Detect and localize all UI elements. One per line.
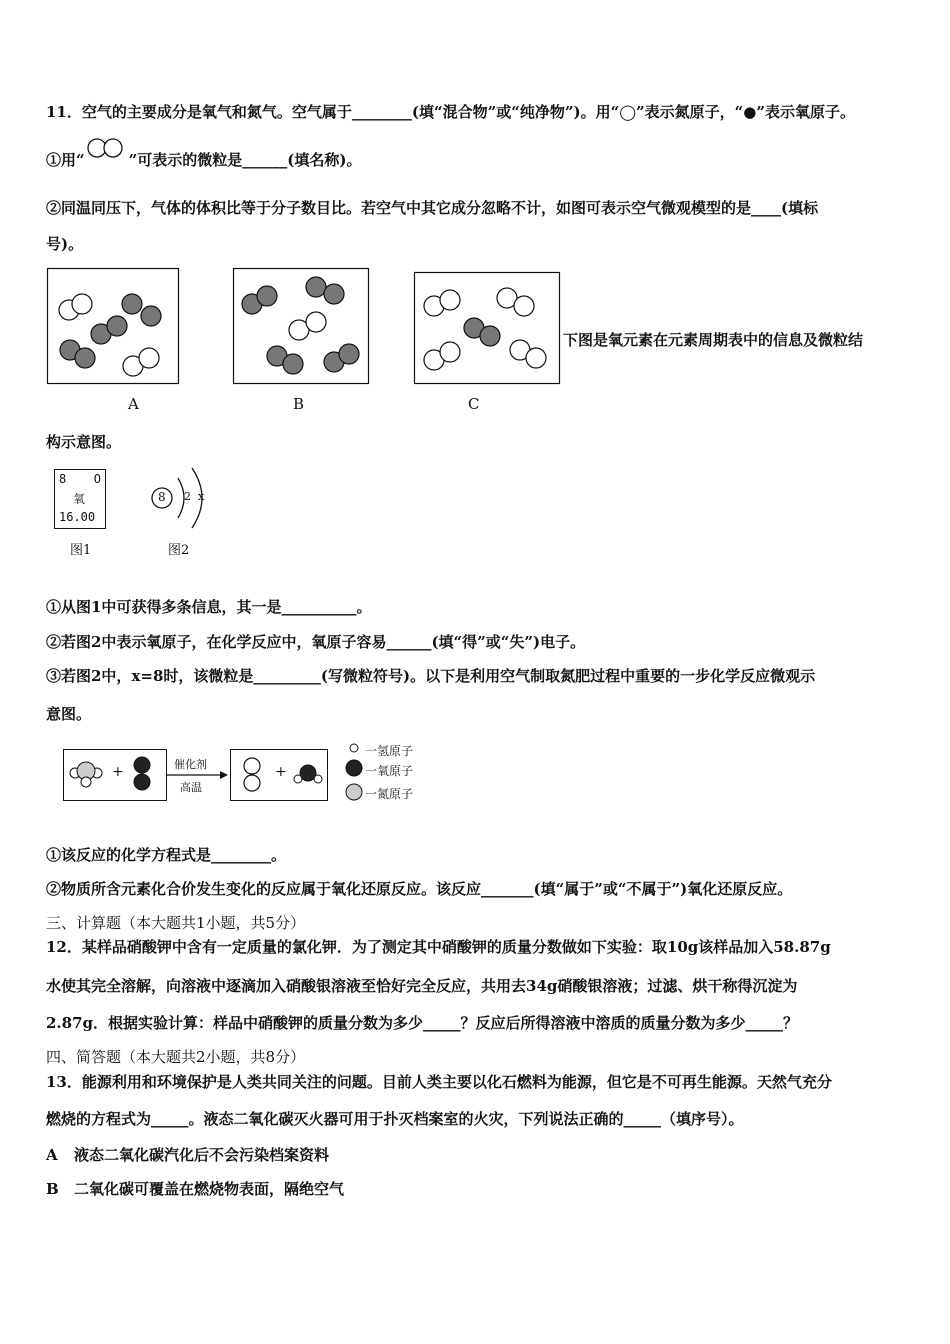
model-box-a bbox=[47, 268, 179, 384]
q11-sub3: ③若图2中，x=8时，该微粒是_________(写微粒符号)。以下是利用空气制取氮肥过程中重要的一步化学反应微观示 bbox=[46, 667, 816, 685]
q12-line2: 水使其完全溶解，向溶液中逐滴加入硝酸银溶液至恰好完全反应，共用去34g硝酸银溶液；过滤、烘干称得沉淀为 bbox=[46, 977, 798, 995]
reaction-condition-top: 催化剂 bbox=[174, 758, 207, 771]
atom-shell2: x bbox=[198, 490, 205, 503]
box-label-a: A bbox=[128, 395, 139, 413]
legend-oxygen: 一氧原子 bbox=[365, 764, 414, 778]
q13-option-a bbox=[46, 1144, 329, 1165]
option-a-key: A bbox=[46, 1146, 58, 1164]
q11-sub5: ②物质所含元素化合价发生变化的反应属于氧化还原反应。该反应_______(填“属于”或“不属于”)氧化还原反应。 bbox=[46, 880, 793, 898]
box-label-c: C bbox=[468, 395, 480, 413]
reactant-plus: + bbox=[112, 764, 124, 780]
product-plus: + bbox=[275, 764, 287, 780]
option-b-key: B bbox=[46, 1180, 59, 1198]
section4-heading: 四、简答题（本大题共2小题，共8分） bbox=[46, 1048, 306, 1066]
q11-line5: 构示意图。 bbox=[46, 433, 122, 451]
n2-molecule-icon bbox=[85, 150, 129, 170]
atom-nucleus: 8 bbox=[158, 490, 166, 504]
q11-sub1: ①从图1中可获得多条信息，其一是__________。 bbox=[46, 598, 372, 616]
reactants-molecules bbox=[63, 749, 167, 801]
element-number: 8 bbox=[59, 472, 67, 486]
reaction-condition-bottom: 高温 bbox=[180, 781, 202, 794]
q11-sub3b: 意图。 bbox=[46, 705, 92, 723]
fig-label-2: 图2 bbox=[168, 543, 190, 558]
box-label-b: B bbox=[293, 395, 305, 413]
section3-heading: 三、计算题（本大题共1小题，共5分） bbox=[46, 914, 306, 932]
q11-line4: 号)。 bbox=[46, 235, 84, 253]
model-box-c bbox=[414, 272, 560, 384]
q13-option-b bbox=[46, 1178, 344, 1199]
products-molecules bbox=[230, 749, 328, 801]
legend-nitrogen: 一氮原子 bbox=[365, 787, 414, 801]
element-mass: 16.00 bbox=[59, 510, 96, 524]
option-a-text: 液态二氧化碳汽化后不会污染档案资料 bbox=[74, 1146, 330, 1164]
q11-line2 bbox=[46, 150, 910, 170]
q11-sub2: ②若图2中表示氧原子，在化学反应中，氧原子容易______(填“得”或“失”)电子。 bbox=[46, 633, 586, 651]
option-b-text: 二氧化碳可覆盖在燃烧物表面，隔绝空气 bbox=[74, 1180, 345, 1198]
legend-hydrogen: 一氢原子 bbox=[365, 744, 414, 758]
atom-shell1: 2 bbox=[184, 490, 191, 503]
q13-line1: 13．能源利用和环境保护是人类共同关注的问题。目前人类主要以化石燃料为能源，但它是不可再生能源。天然气充分 bbox=[46, 1073, 832, 1091]
fig-label-1: 图1 bbox=[70, 543, 92, 558]
q11-sub4: ①该反应的化学方程式是________。 bbox=[46, 846, 287, 864]
q13-line2: 燃烧的方程式为_____。液态二氧化碳灭火器可用于扑灭档案室的火灾，下列说法正确的_____（填序号）。 bbox=[46, 1110, 744, 1128]
q11-line3: ②同温同压下，气体的体积比等于分子数目比。若空气中其它成分忽略不计，如图可表示空气微观模型的是____(填标 bbox=[46, 199, 819, 217]
model-box-b bbox=[233, 268, 369, 384]
q11-line2-pre: ①用“ bbox=[46, 151, 85, 169]
q12-line3: 2.87g．根据实验计算：样品中硝酸钾的质量分数为多少_____？反应后所得溶液中溶质的质量分数为多少_____？ bbox=[46, 1014, 799, 1032]
element-name: 氧 bbox=[73, 492, 86, 506]
element-symbol: O bbox=[93, 472, 101, 486]
q11-line2-post: ”可表示的微粒是______(填名称)。 bbox=[128, 151, 362, 169]
q11-line1: 11．空气的主要成分是氧气和氮气。空气属于________(填“混合物”或“纯净物”)。用“◯”表示氮原子，“●”表示氧原子。 bbox=[46, 103, 855, 121]
q11-after-boxes: 下图是氧元素在元素周期表中的信息及微粒结 bbox=[563, 331, 864, 349]
element-card bbox=[54, 469, 106, 529]
q12-line1: 12．某样品硝酸钾中含有一定质量的氯化钾．为了测定其中硝酸钾的质量分数做如下实验：取10g该样品加入58.87g bbox=[46, 938, 831, 956]
